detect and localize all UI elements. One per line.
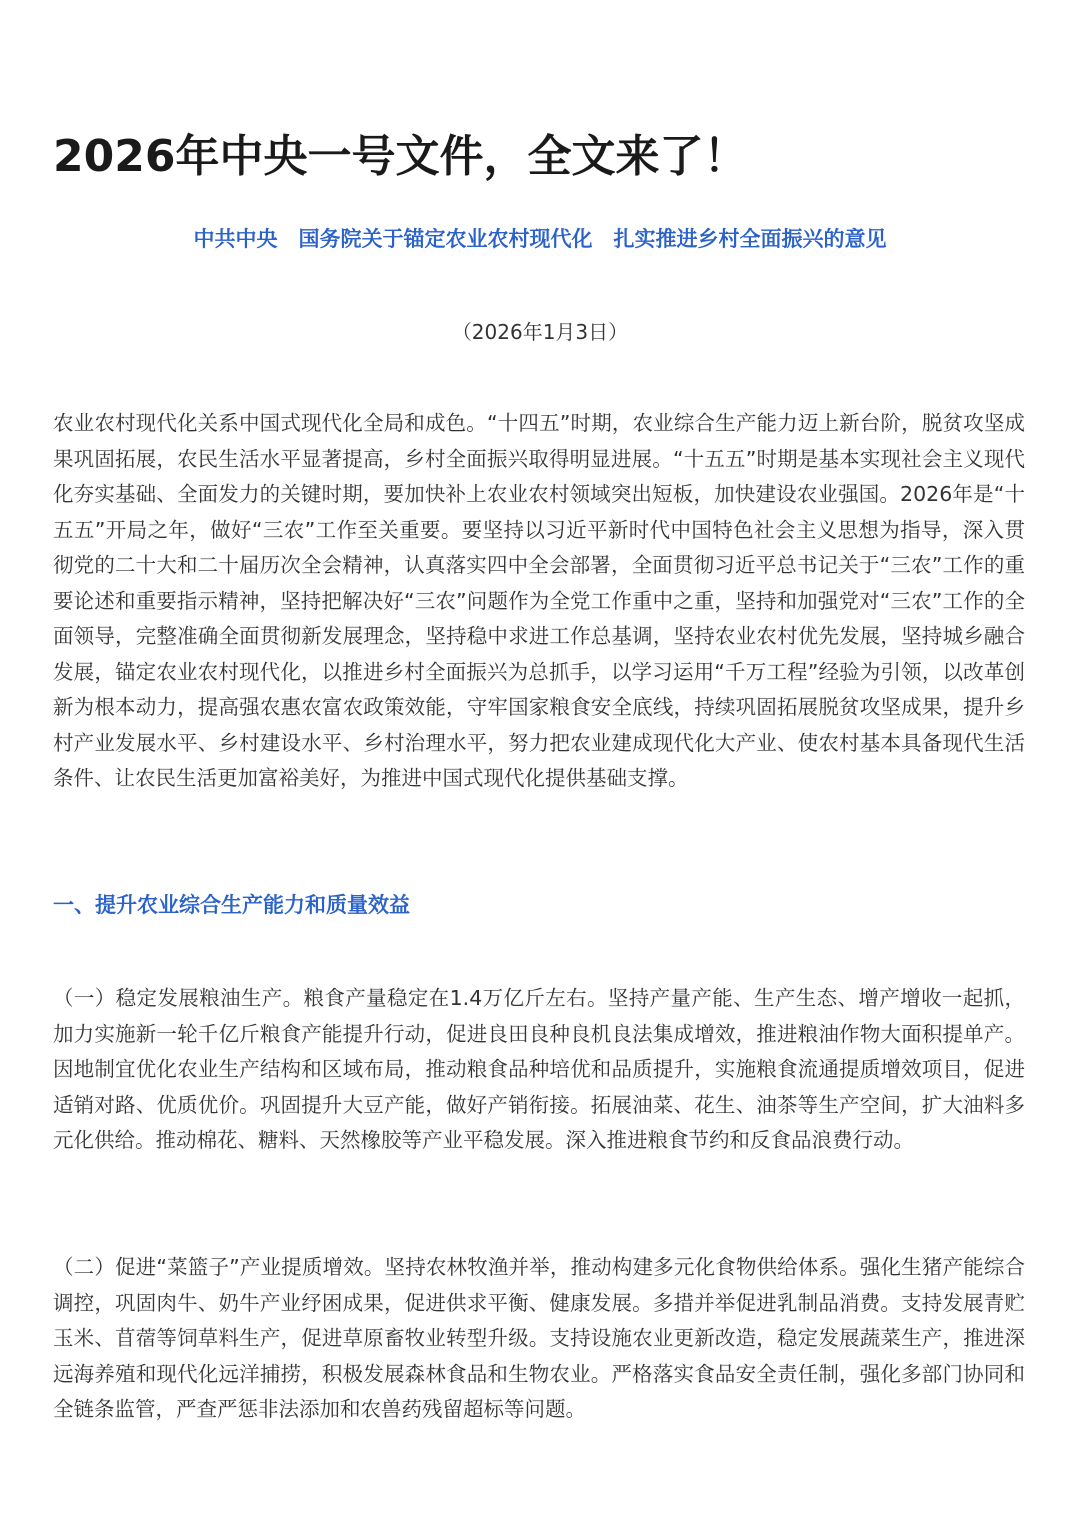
body-paragraph: （二）促进“菜篮子”产业提质增效。坚持农林牧渔并举，推动构建多元化食物供给体系。强化生猪产能综合调控，巩固肉牛、奶牛产业纾困成果，促进供求平衡、健康发展。多措并举促进乳制品消费。支持发展青贮玉米、苜蓿等饲草料生产，促进草原畜牧业转型升级。支持设施农业更新改造，稳定发展蔬菜生产，推进深远海养殖和现代化远洋捕捞，积极发展森林食品和生物农业。严格落实食品安全责任制，强化多部门协同和全链条监管，严查严惩非法添加和农兽药残留超标等问题。 xyxy=(53,1255,1025,1421)
section-heading: 一、提升农业综合生产能力和质量效益 xyxy=(53,893,410,917)
document-subtitle: 中共中央 国务院关于锚定农业农村现代化 扎实推进乡村全面振兴的意见 xyxy=(193,227,887,251)
document-date: （2026年1月3日） xyxy=(451,320,629,344)
article-title: 2026年中央一号文件，全文来了！ xyxy=(53,131,748,182)
body-paragraph: （一）稳定发展粮油生产。粮食产量稳定在1.4万亿斤左右。坚持产量产能、生产生态、增产增收一起抓，加力实施新一轮千亿斤粮食产能提升行动，促进良田良种良机良法集成增效，推进粮油作物大面积提单产。因地制宜优化农业生产结构和区域布局，推动粮食品种培优和品质提升，实施粮食流通提质增效项目，促进适销对路、优质优价。巩固提升大豆产能，做好产销衔接。拓展油菜、花生、油茶等生产空间，扩大油料多元化供给。推动棉花、糖料、天然橡胶等产业平稳发展。深入推进粮食节约和反食品浪费行动。 xyxy=(53,986,1025,1152)
intro-paragraph: 农业农村现代化关系中国式现代化全局和成色。“十四五”时期，农业综合生产能力迈上新台阶，脱贫攻坚成果巩固拓展，农民生活水平显著提高，乡村全面振兴取得明显进展。“十五五”时期是基本实现社会主义现代化夯实基础、全面发力的关键时期，要加快补上农业农村领域突出短板，加快建设农业强国。2026年是“十五五”开局之年，做好“三农”工作至关重要。要坚持以习近平新时代中国特色社会主义思想为指导，深入贯彻党的二十大和二十届历次全会精神，认真落实四中全会部署，全面贯彻习近平总书记关于“三农”工作的重要论述和重要指示精神，坚持把解决好“三农”问题作为全党工作重中之重，坚持和加强党对“三农”工作的全面领导，完整准确全面贯彻新发展理念，坚持稳中求进工作总基调，坚持农业农村优先发展，坚持城乡融合发展，锚定农业农村现代化，以推进乡村全面振兴为总抓手，以学习运用“千万工程”经验为引领，以改革创新为根本动力，提高强农惠农富农政策效能，守牢国家粮食安全底线，持续巩固拓展脱贫攻坚成果，提升乡村产业发展水平、乡村建设水平、乡村治理水平，努力把农业建成现代化大产业、使农村基本具备现代生活条件、让农民生活更加富裕美好，为推进中国式现代化提供基础支撑。 xyxy=(53,411,1025,790)
